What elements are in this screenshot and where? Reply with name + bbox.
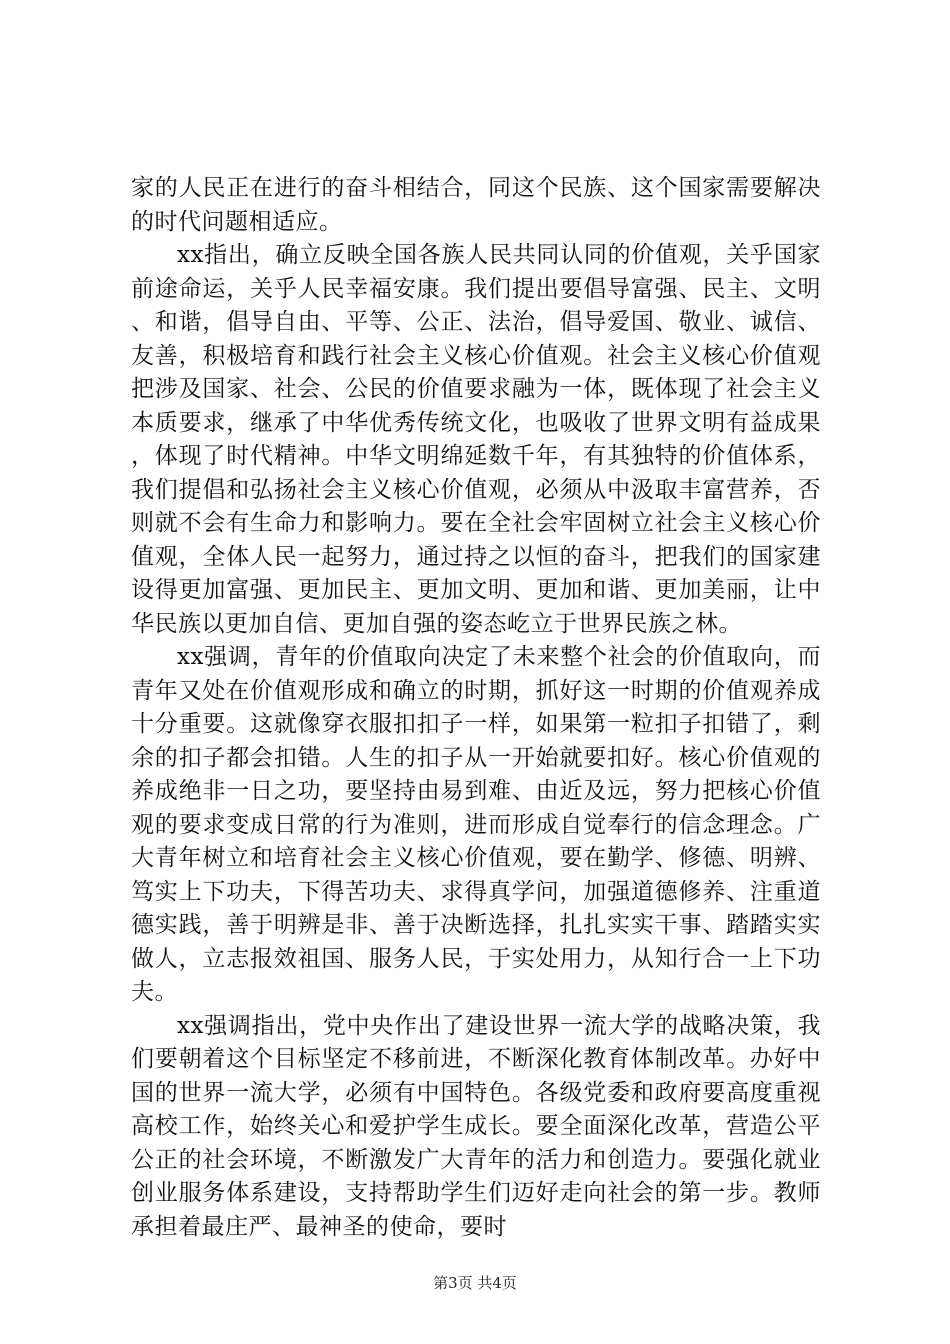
page-footer: 第3页 共4页 [433,1274,517,1292]
document-body [131,172,821,1244]
paragraph-3: xx强调，青年的价值取向决定了未来整个社会的价值取向，而青年又处在价值观形成和确立的时期，抓好这一时期的价值观养成十分重要。这就像穿衣服扣扣子一样，如果第一粒扣子扣错了，剩余的扣子都会扣错。人生的扣子从一开始就要扣好。核心价值观的养成绝非一日之功，要坚持由易到难、由近及远，努力把核心价值观的要求变成日常的行为准则，进而形成自觉奉行的信念理念。广大青年树立和培育社会主义核心价值观，要在勤学、修德、明辨、笃实上下功夫，下得苦功夫、求得真学问，加强道德修养、注重道德实践，善于明辨是非、善于决断选择，扎扎实实干事、踏踏实实做人，立志报效祖国、服务人民，于实处用力，从知行合一上下功夫。 [131,644,821,1005]
paragraph-1: 家的人民正在进行的奋斗相结合，同这个民族、这个国家需要解决的时代问题相适应。 [131,175,821,235]
paragraph-2: xx指出，确立反映全国各族人民共同认同的价值观，关乎国家前途命运，关乎人民幸福安康。我们提出要倡导富强、民主、文明、和谐，倡导自由、平等、公正、法治，倡导爱国、敬业、诚信、友善，积极培育和践行社会主义核心价值观。社会主义核心价值观把涉及国家、社会、公民的价值要求融为一体，既体现了社会主义本质要求，继承了中华优秀传统文化，也吸收了世界文明有益成果，体现了时代精神。中华文明绵延数千年，有其独特的价值体系，我们提倡和弘扬社会主义核心价值观，必须从中汲取丰富营养，否则就不会有生命力和影响力。要在全社会牢固树立社会主义核心价值观，全体人民一起努力，通过持之以恒的奋斗，把我们的国家建设得更加富强、更加民主、更加文明、更加和谐、更加美丽，让中华民族以更加自信、更加自强的姿态屹立于世界民族之林。 [131,242,821,637]
paragraph-4: xx强调指出，党中央作出了建设世界一流大学的战略决策，我们要朝着这个目标坚定不移前进，不断深化教育体制改革。办好中国的世界一流大学，必须有中国特色。各级党委和政府要高度重视高校工作，始终关心和爱护学生成长。要全面深化改革，营造公平公正的社会环境，不断激发广大青年的活力和创造力。要强化就业创业服务体系建设，支持帮助学生们迈好走向社会的第一步。教师承担着最庄严、最神圣的使命，要时 [131,1012,821,1240]
